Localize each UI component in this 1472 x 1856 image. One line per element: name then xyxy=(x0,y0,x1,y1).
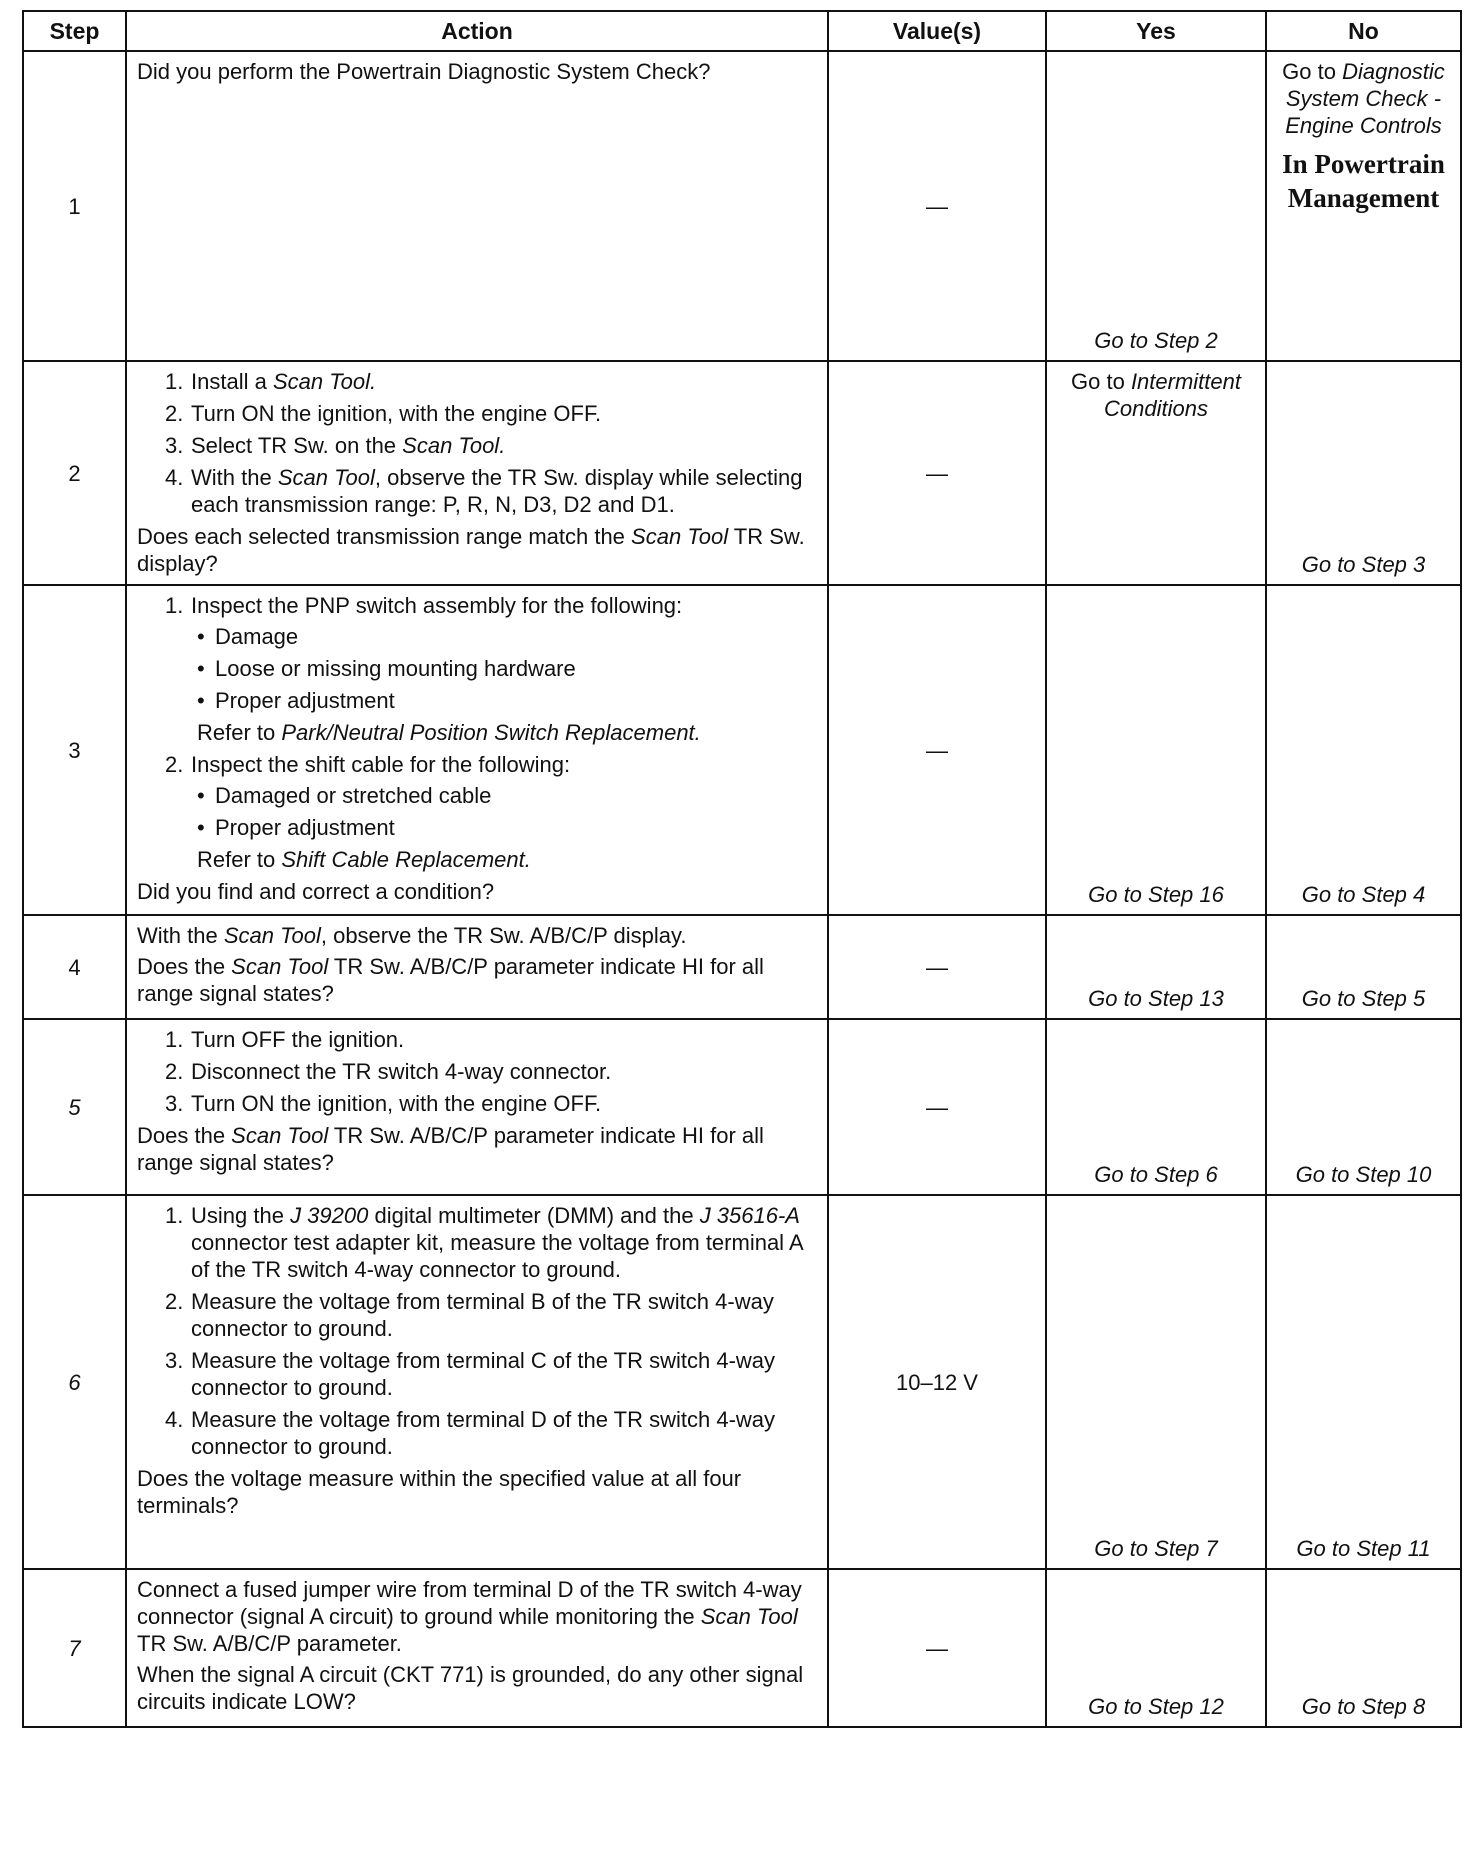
yes-cell xyxy=(1046,1569,1266,1727)
yes-cell xyxy=(1046,1195,1266,1569)
action-cell xyxy=(126,585,828,915)
action-steps xyxy=(137,1202,817,1460)
no-cell xyxy=(1266,915,1461,1019)
no-link-text: Diagnostic System Check - Engine Controls xyxy=(1285,59,1445,138)
table-row xyxy=(23,585,1461,915)
action-cell xyxy=(126,51,828,361)
value-cell: — xyxy=(828,1569,1046,1727)
table-row xyxy=(23,51,1461,361)
action-step: 1. Turn OFF the ignition. xyxy=(165,1027,405,1052)
action-question: Does each selected transmission range match the Scan Tool TR Sw. display? xyxy=(137,524,805,576)
bullet-item: • Damaged or stretched cable xyxy=(197,782,817,809)
yes-cell xyxy=(1046,51,1266,361)
action-question: When the signal A circuit (CKT 771) is grounded, do any other signal circuits indicate LOW? xyxy=(137,1662,804,1714)
action-cell xyxy=(126,361,828,585)
action-instruction: With the Scan Tool, observe the TR Sw. A/B/C/P display. xyxy=(137,923,687,948)
action-step: 1. Install a Scan Tool. xyxy=(165,369,377,394)
value-cell: 10–12 V xyxy=(828,1195,1046,1569)
step-number: 7 xyxy=(23,1569,126,1727)
no-cell xyxy=(1266,1569,1461,1727)
action-cell xyxy=(126,1019,828,1195)
action-question: Does the Scan Tool TR Sw. A/B/C/P parameter indicate HI for all range signal states? xyxy=(137,954,764,1006)
action-step: 3. Measure the voltage from terminal C of the TR switch 4-way connector to ground. xyxy=(165,1348,776,1400)
table-row xyxy=(23,1569,1461,1727)
bullet-list xyxy=(191,782,817,841)
bullet-item: • Proper adjustment xyxy=(197,687,817,714)
no-cell xyxy=(1266,1195,1461,1569)
yes-cell xyxy=(1046,915,1266,1019)
step-number: 4 xyxy=(23,915,126,1019)
table-row xyxy=(23,1019,1461,1195)
no-cell xyxy=(1266,1019,1461,1195)
refer-note: Refer to Park/Neutral Position Switch Replacement. xyxy=(197,720,701,745)
value-cell: — xyxy=(828,915,1046,1019)
header-value: Value(s) xyxy=(828,11,1046,51)
value-cell: — xyxy=(828,1019,1046,1195)
table-row xyxy=(23,361,1461,585)
diagnostic-table xyxy=(22,10,1462,1728)
yes-link[interactable]: Go to Intermittent Conditions xyxy=(1071,369,1241,421)
no-cell xyxy=(1266,361,1461,585)
value-cell: — xyxy=(828,585,1046,915)
action-question: Does the Scan Tool TR Sw. A/B/C/P parameter indicate HI for all range signal states? xyxy=(137,1123,764,1175)
value-cell: — xyxy=(828,51,1046,361)
yes-link[interactable]: Go to Step 13 xyxy=(1088,986,1224,1011)
header-no: No xyxy=(1266,11,1461,51)
action-step: 2. Inspect the shift cable for the following: • Damaged or stretched cable • Proper adjustment Refer to Shift Cable Replacement. xyxy=(165,751,817,873)
action-step: 1. Using the J 39200 digital multimeter (DMM) and the J 35616-A connector test adapter kit, measure the voltage from terminal A of the TR switch 4-way connector to ground. xyxy=(165,1203,803,1282)
table-row xyxy=(23,915,1461,1019)
no-link[interactable]: Go to Step 11 xyxy=(1296,1536,1431,1561)
action-step: 4. With the Scan Tool, observe the TR Sw. display while selecting each transmission range: P, R, N, D3, D2 and D1. xyxy=(165,465,803,517)
step-number: 6 xyxy=(23,1195,126,1569)
action-question: Does the voltage measure within the specified value at all four terminals? xyxy=(137,1466,742,1518)
action-step: 3. Turn ON the ignition, with the engine OFF. xyxy=(165,1091,602,1116)
no-link[interactable]: Go to Step 5 xyxy=(1301,986,1426,1011)
action-cell xyxy=(126,1195,828,1569)
action-question: Did you perform the Powertrain Diagnostic System Check? xyxy=(137,59,711,84)
header-action: Action xyxy=(126,11,828,51)
action-step: 3. Select TR Sw. on the Scan Tool. xyxy=(165,433,506,458)
header-row xyxy=(23,11,1461,51)
action-step: 2. Measure the voltage from terminal B of the TR switch 4-way connector to ground. xyxy=(165,1289,774,1341)
value-cell: — xyxy=(828,361,1046,585)
action-question: Did you find and correct a condition? xyxy=(137,879,495,904)
header-yes: Yes xyxy=(1046,11,1266,51)
yes-cell xyxy=(1046,585,1266,915)
action-cell xyxy=(126,1569,828,1727)
yes-link[interactable]: Go to Step 2 xyxy=(1094,328,1218,353)
no-prefix: Go to xyxy=(1282,59,1343,84)
action-step: 1. Inspect the PNP switch assembly for the following: • Damage • Loose or missing mounting hardware • Proper adjustment Refer to Park/Neutral Position Switch Replacement. xyxy=(165,592,817,746)
no-link[interactable]: Go to Step 4 xyxy=(1301,882,1426,907)
no-link[interactable]: Go to Step 10 xyxy=(1295,1162,1432,1187)
action-steps xyxy=(137,368,817,518)
no-cell xyxy=(1266,585,1461,915)
no-cell xyxy=(1266,51,1461,361)
bullet-list xyxy=(191,623,817,714)
action-steps xyxy=(137,592,817,873)
step-number: 3 xyxy=(23,585,126,915)
action-steps xyxy=(137,1026,817,1117)
action-step: 2. Turn ON the ignition, with the engine OFF. xyxy=(165,401,602,426)
action-step: 4. Measure the voltage from terminal D of the TR switch 4-way connector to ground. xyxy=(165,1407,776,1459)
action-instruction: Connect a fused jumper wire from terminal D of the TR switch 4-way connector (signal A circuit) to ground while monitoring the Scan Tool TR Sw. A/B/C/P parameter. xyxy=(137,1577,802,1656)
bullet-item: • Proper adjustment xyxy=(197,814,817,841)
header-step: Step xyxy=(23,11,126,51)
yes-cell xyxy=(1046,361,1266,585)
action-cell xyxy=(126,915,828,1019)
yes-link[interactable]: Go to Step 16 xyxy=(1088,882,1224,907)
action-step: 2. Disconnect the TR switch 4-way connector. xyxy=(165,1059,612,1084)
refer-note: Refer to Shift Cable Replacement. xyxy=(197,847,531,872)
bullet-item: • Damage xyxy=(197,623,817,650)
yes-link[interactable]: Go to Step 6 xyxy=(1094,1162,1218,1187)
yes-cell xyxy=(1046,1019,1266,1195)
no-link[interactable] xyxy=(1267,52,1460,215)
yes-link[interactable]: Go to Step 7 xyxy=(1094,1536,1218,1561)
no-link[interactable]: Go to Step 8 xyxy=(1301,1694,1426,1719)
bullet-item: • Loose or missing mounting hardware xyxy=(197,655,817,682)
yes-link[interactable]: Go to Step 12 xyxy=(1088,1694,1224,1719)
table-row xyxy=(23,1195,1461,1569)
step-number: 5 xyxy=(23,1019,126,1195)
no-link[interactable]: Go to Step 3 xyxy=(1301,552,1426,577)
step-number: 1 xyxy=(23,51,126,361)
step-number: 2 xyxy=(23,361,126,585)
no-extra-note: In Powertrain Management xyxy=(1282,149,1445,213)
